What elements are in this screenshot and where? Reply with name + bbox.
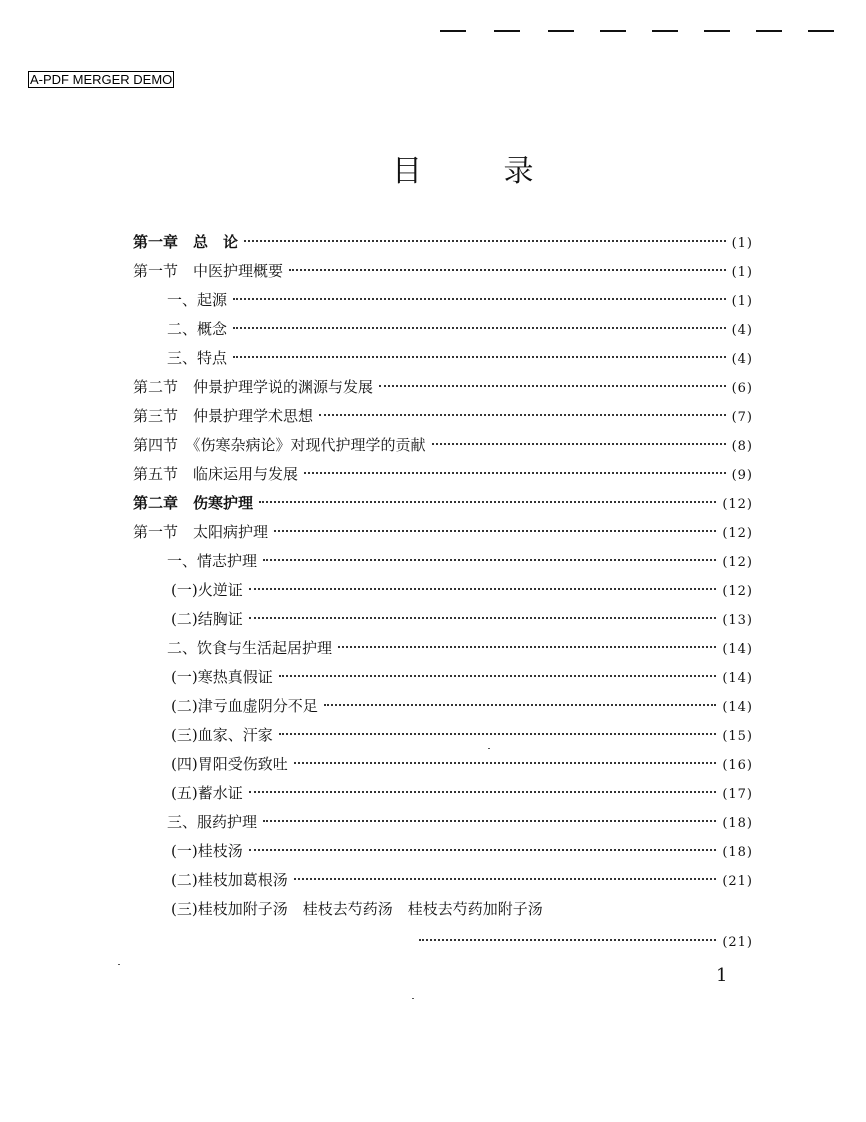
watermark-label: A-PDF MERGER DEMO [30,72,173,87]
toc-entry-label: 一、起源 [167,291,228,309]
toc-entry [133,492,753,514]
toc-dot-leader [338,646,716,648]
toc-entry-label: (一)寒热真假证 [171,668,273,686]
toc-entry-page: (12) [722,497,753,512]
toc-entry [171,695,753,717]
toc-entry-label: 一、情志护理 [167,552,258,570]
toc-dot-leader [249,849,717,851]
toc-dot-leader [233,356,726,358]
toc-entry [167,318,753,340]
toc-entry [171,608,753,630]
toc-entry-page: (21) [722,874,753,889]
dash-mark [548,30,574,32]
toc-dot-leader [274,530,716,532]
toc-dot-leader [279,675,717,677]
toc-entry-label: 二、饮食与生活起居护理 [167,639,333,657]
dash-mark [494,30,520,32]
toc-entry [167,550,753,572]
dash-mark [756,30,782,32]
toc-entry-label: 第三节 仲景护理学术思想 [133,407,314,425]
toc-entry-page: (12) [722,584,753,599]
toc-entry-label: (二)桂枝加葛根汤 [171,871,288,889]
toc-entry-page: (4) [731,352,753,367]
toc-entry [133,376,753,398]
toc-entry-page: (12) [722,526,753,541]
dash-mark [440,30,466,32]
toc-entry-page: (12) [722,555,753,570]
toc-entry-page: (14) [722,700,753,715]
toc-entry-page: (8) [731,439,753,454]
toc-dot-leader [249,791,717,793]
page-title: 目 录 [392,154,570,189]
toc-entry-label: 二、概念 [167,320,228,338]
toc-dot-leader [289,269,726,271]
toc-entry-page: (9) [731,468,753,483]
scan-speck [118,964,120,965]
toc-entry [133,521,753,543]
toc-entry [171,898,753,920]
toc-entry [133,260,753,282]
toc-dot-leader [249,588,717,590]
toc-entry-page: (6) [731,381,753,396]
toc-entry-label: 三、服药护理 [167,813,258,831]
toc-entry [167,637,753,659]
dash-mark [704,30,730,32]
toc-entry-page: (13) [722,613,753,628]
toc-dot-leader [233,298,726,300]
page-number: 1 [716,965,728,986]
toc-entry [133,231,753,253]
top-dash-line [438,18,866,32]
toc-entry-page: (1) [731,294,753,309]
toc-entry-label: 三、特点 [167,349,228,367]
toc-entry-page: (17) [722,787,753,802]
toc-entry [171,666,753,688]
toc-dot-leader [319,414,726,416]
toc-entry-page: (18) [722,845,753,860]
toc-entry-page: (15) [722,729,753,744]
toc-dot-leader [324,704,717,706]
toc-dot-leader [279,733,717,735]
toc-entry-label: 第五节 临床运用与发展 [133,465,299,483]
toc-dot-leader [294,762,717,764]
toc-entry [167,811,753,833]
toc-entry [413,932,753,954]
toc-entry-label: 第一节 中医护理概要 [133,262,284,280]
toc-entry-label: (一)桂枝汤 [171,842,243,860]
scan-speck [412,998,414,999]
toc-dot-leader [259,501,716,503]
toc-dot-leader [304,472,726,474]
toc-entry-label: (一)火逆证 [171,581,243,599]
toc-entry-label: (五)蓄水证 [171,784,243,802]
toc-entry-page: (1) [731,265,753,280]
toc-entry [171,724,753,746]
toc-entry-label: 第一节 太阳病护理 [133,523,269,541]
toc-entry [167,347,753,369]
toc-entry [171,840,753,862]
toc-entry-page: (16) [722,758,753,773]
dash-mark [600,30,626,32]
toc-entry-page: (4) [731,323,753,338]
toc-entry-page: (1) [731,236,753,251]
toc-entry-page: (18) [722,816,753,831]
toc-entry-label: (二)津亏血虚阴分不足 [171,697,318,715]
toc-entry-label: 第一章 总 论 [133,233,239,251]
toc-entry [133,405,753,427]
toc-entry-label: (三)血家、汗家 [171,726,273,744]
toc-entry-page: (7) [731,410,753,425]
toc-entry [133,434,753,456]
toc-dot-leader [249,617,717,619]
toc-entry [171,579,753,601]
toc-dot-leader [263,559,716,561]
toc-dot-leader [244,240,726,242]
toc-entry [167,289,753,311]
scan-speck [488,748,490,749]
toc-entry-page: (21) [722,935,753,950]
toc-entry-label: 第二节 仲景护理学说的渊源与发展 [133,378,374,396]
toc-entry [133,463,753,485]
toc-entry [171,753,753,775]
toc-entry [171,869,753,891]
toc-entry-label: (四)胃阳受伤致吐 [171,755,288,773]
toc-entry-label: 第二章 伤寒护理 [133,494,254,512]
toc-dot-leader [432,443,726,445]
toc-entry-label: 第四节 《伤寒杂病论》对现代护理学的贡献 [133,436,426,454]
toc-entry-label: (三)桂枝加附子汤 桂枝去芍药汤 桂枝去芍药加附子汤 [171,900,543,918]
toc-dot-leader [419,939,716,941]
toc-dot-leader [233,327,726,329]
dash-mark [652,30,678,32]
toc-entry-label: (二)结胸证 [171,610,243,628]
toc-dot-leader [294,878,717,880]
toc-dot-leader [263,820,716,822]
toc-dot-leader [379,385,726,387]
toc-entry-page: (14) [722,642,753,657]
dash-mark [808,30,834,32]
toc-entry-page: (14) [722,671,753,686]
toc-entry [171,782,753,804]
